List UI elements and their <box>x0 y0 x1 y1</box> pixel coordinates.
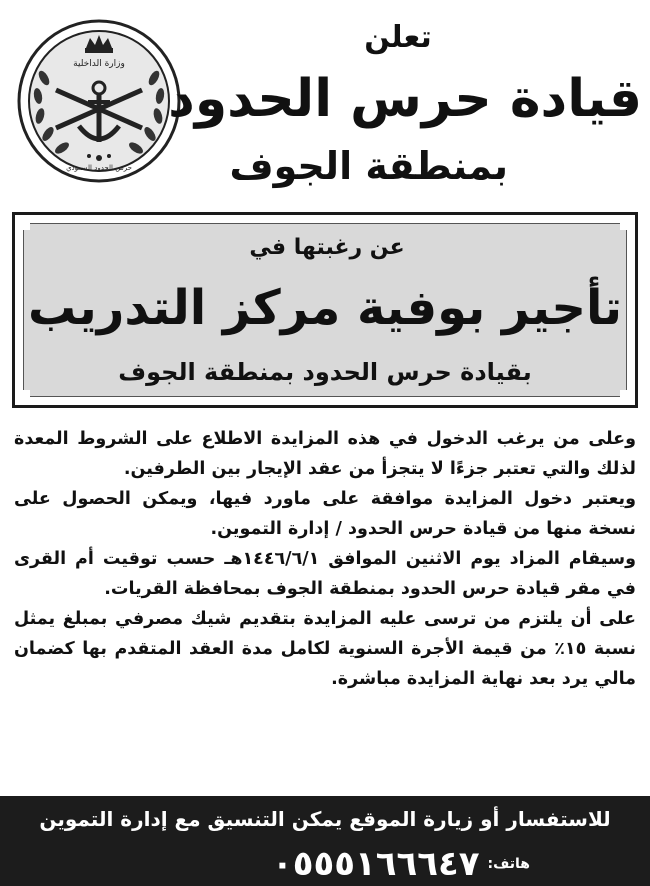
subject-subtitle: بقيادة حرس الحدود بمنطقة الجوف <box>118 358 532 386</box>
subject-frame <box>12 212 638 408</box>
announcement-body <box>14 424 636 694</box>
announces-heading: تعلن <box>364 20 432 55</box>
frame-corner <box>12 212 30 230</box>
phone-number: ٠٥٥٥١٦٦٦٤٧ <box>271 844 480 884</box>
body-paragraph: وعلى من يرغب الدخول في هذه المزايدة الاطلاع على الشروط المعدة لذلك والتي تعتبر جزءًا لا يتجزأ من عقد الإيجار بين الطرفين. <box>14 429 636 479</box>
subject-title: تأجير بوفية مركز التدريب <box>27 280 623 336</box>
region-title: بمنطقة الجوف <box>229 144 508 188</box>
border-guard-emblem-icon <box>16 18 182 184</box>
phone-row <box>130 844 530 884</box>
contact-footer <box>0 796 650 886</box>
phone-label: هاتف: <box>487 856 530 872</box>
emblem-top-text: وزارة الداخلية <box>73 59 125 69</box>
body-paragraph: وسيقام المزاد يوم الاثنين الموافق ١٤٤٦/٦/١هـ حسب توقيت أم القرى في مقر قيادة حرس الحدود بمنطقة الجوف بمحافظة القريات. <box>14 549 636 599</box>
inquiry-text: للاستفسار أو زيارة الموقع يمكن التنسيق مع إدارة التموين <box>39 807 611 831</box>
body-paragraph: على أن يلتزم من ترسى عليه المزايدة بتقديم شيك مصرفي بمبلغ يمثل نسبة ١٥٪ من قيمة الأجرة السنوية لكامل مدة العقد المتقدم بها كضمان مالي يرد بعد نهاية المزايدة مباشرة. <box>14 609 636 689</box>
body-paragraph: ويعتبر دخول المزايدة موافقة على ماورد فيها، ويمكن الحصول على نسخة منها من قيادة حرس الحدود / إدارة التموين. <box>14 489 636 539</box>
emblem-bottom-text: حرس الحدود السعودي <box>66 164 132 172</box>
organization-title: قيادة حرس الحدود <box>168 69 642 129</box>
frame-corner <box>620 390 638 408</box>
subject-intro: عن رغبتها في <box>249 235 405 260</box>
frame-corner <box>12 390 30 408</box>
frame-corner <box>620 212 638 230</box>
